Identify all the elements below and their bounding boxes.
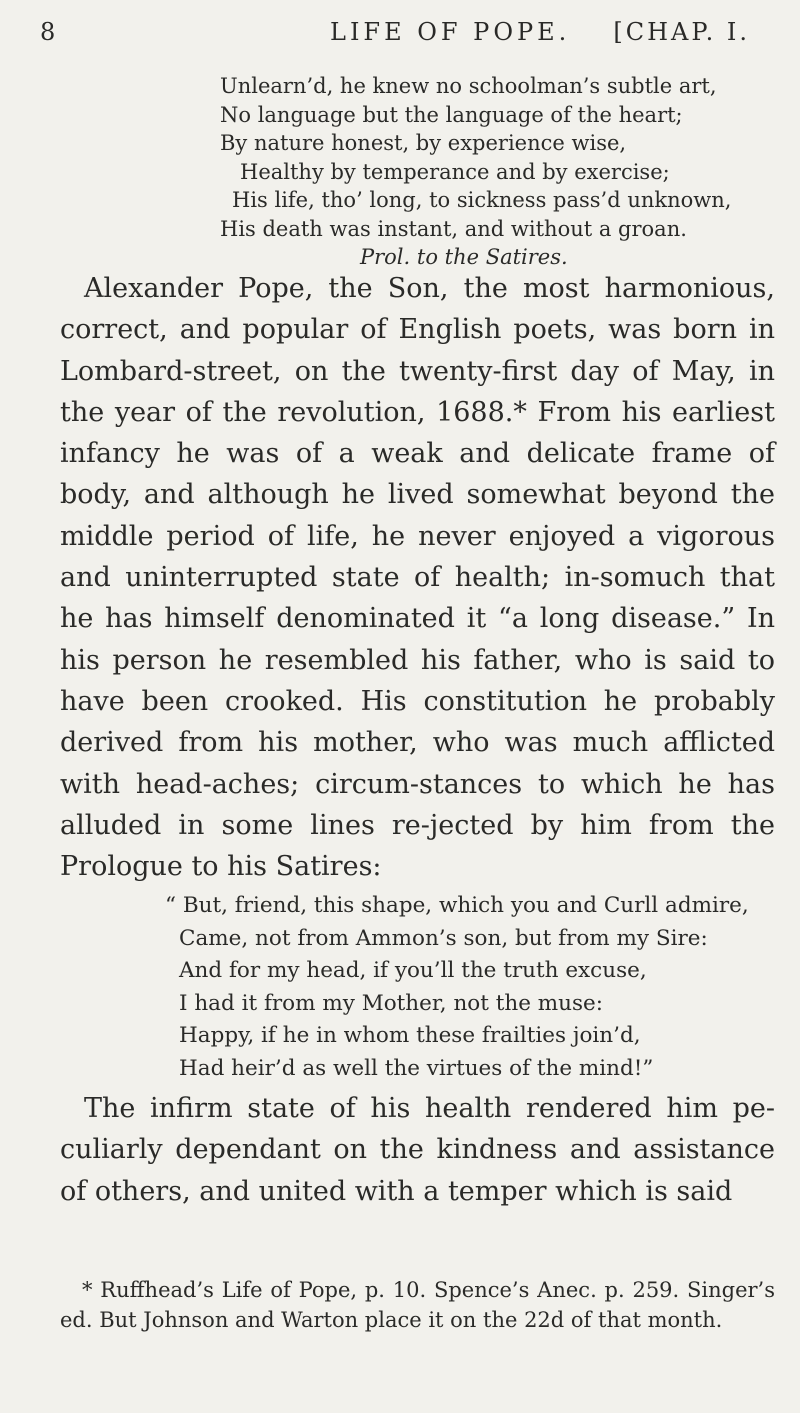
quotation-block bbox=[165, 890, 765, 1085]
quotation-line: I had it from my Mother, not the muse: bbox=[179, 990, 604, 1016]
quotation-line: Came, not from Ammon’s son, but from my Sire: bbox=[179, 925, 708, 951]
chapter-mark: [CHAP. I. bbox=[613, 18, 750, 46]
quotation-line: “ But, friend, this shape, which you and Curll admire, bbox=[165, 893, 749, 918]
epigraph-line: His life, tho’ long, to sickness pass’d unknown, bbox=[232, 188, 732, 212]
quotation-line: Happy, if he in whom these frailties join’d, bbox=[179, 1023, 641, 1048]
footnote-text: * Ruffhead’s Life of Pope, p. 10. Spence’s Anec. p. 259. Singer’s ed. But Johnson and Warton place it on the 22d of that month. bbox=[60, 1278, 775, 1332]
paragraph-text: The infirm state of his health rendered him pe-culiarly dependant on the kindness and assistance of others, and united with a temper which is said bbox=[60, 1093, 775, 1207]
quotation-line: Had heir’d as well the virtues of the mind!” bbox=[179, 1055, 654, 1081]
running-head bbox=[40, 18, 760, 58]
epigraph-line: No language but the language of the heart; bbox=[220, 102, 683, 127]
running-title: LIFE OF POPE. bbox=[330, 18, 571, 46]
body-paragraph-1 bbox=[60, 268, 775, 887]
epigraph bbox=[220, 72, 780, 272]
epigraph-line: His death was instant, and without a groan. bbox=[220, 216, 687, 241]
quotation-line: And for my head, if you’ll the truth excuse, bbox=[179, 958, 647, 983]
page-number: 8 bbox=[40, 18, 58, 46]
epigraph-line: Healthy by temperance and by exercise; bbox=[240, 159, 670, 184]
epigraph-line: Unlearn’d, he knew no schoolman’s subtle art, bbox=[220, 74, 717, 98]
epigraph-line: By nature honest, by experience wise, bbox=[220, 131, 627, 155]
footnote bbox=[60, 1275, 775, 1335]
paragraph-text: Alexander Pope, the Son, the most harmonious, correct, and popular of English poets, was born in Lombard-street, on the twenty-first day of May, in the year of the revolution, 1688.* From his earliest infancy he was of a weak and delicate frame of body, and although he lived somewhat beyond the middle period of life, he never enjoyed a vigorous and uninterrupted state of health; in-somuch that he has himself denominated it “a long disease.” In his person he resembled his father, who is said to have been crooked. His constitution he probably derived from his mother, who was much afflicted with head-aches; circum-stances to which he has alluded in some lines re-jected by him from the Prologue to his Satires: bbox=[60, 273, 775, 883]
body-paragraph-2 bbox=[60, 1088, 775, 1212]
epigraph-source: Prol. to the Satires. bbox=[360, 245, 568, 269]
